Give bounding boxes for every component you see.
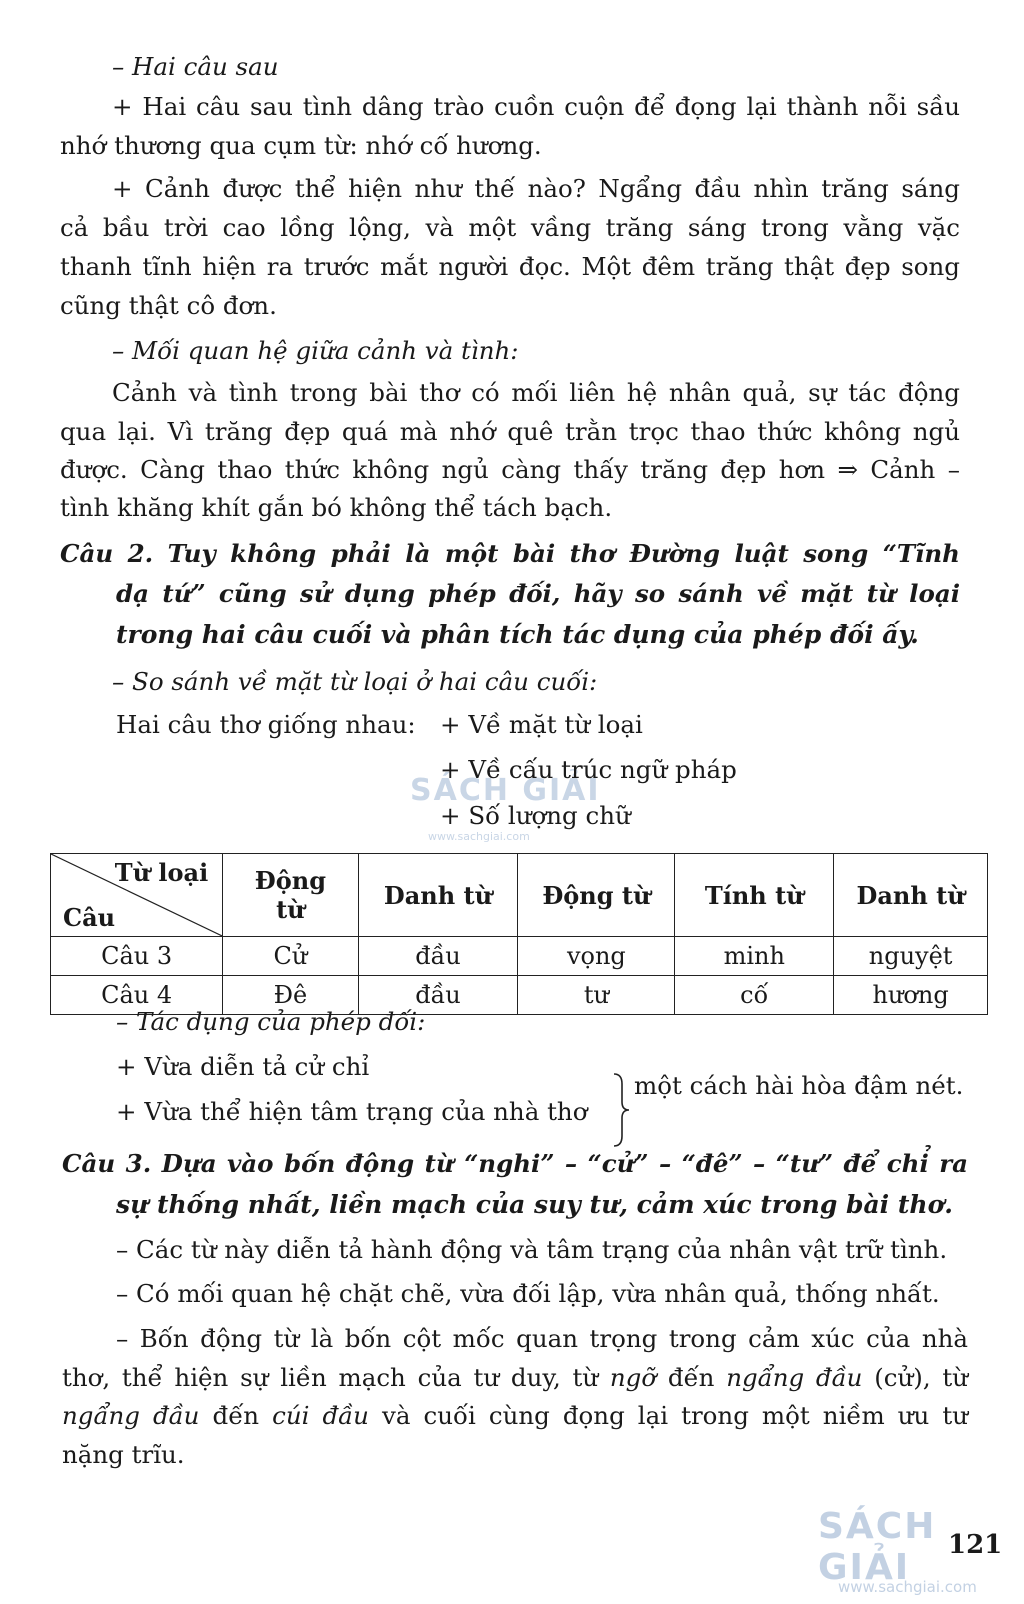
effect-heading: – Tác dụng của phép đối: [116, 1007, 426, 1036]
text-line: cũng thật cô đơn. [60, 291, 277, 320]
similar-item: + Về mặt từ loại [440, 710, 643, 739]
table-cell: cố [675, 976, 834, 1015]
q3-answer-line [62, 1401, 968, 1430]
table-header-cell [223, 854, 358, 937]
table-header-cell: Động từ [518, 854, 675, 937]
question-3-line: sự thống nhất, liền mạch của suy tư, cảm xúc trong bài thơ. [116, 1190, 953, 1219]
table-corner-cell [51, 854, 223, 937]
table-cell: Câu 3 [51, 937, 223, 976]
effect-item: + Vừa thể hiện tâm trạng của nhà thơ [116, 1097, 588, 1126]
text-run: và cuối cùng đọng lại trong một niềm ưu tư [368, 1401, 968, 1430]
q3-answer-line [62, 1363, 969, 1392]
page-number: 121 [948, 1530, 1003, 1560]
table-header-cell: Tính từ [675, 854, 834, 937]
table-cell: Câu 4 [51, 976, 223, 1015]
table-row [51, 937, 988, 976]
q3-answer-line: – Có mối quan hệ chặt chẽ, vừa đối lập, vừa nhân quả, thống nhất. [116, 1279, 940, 1308]
q3-answer-line: – Bốn động từ là bốn cột mốc quan trọng trong cảm xúc của nhà [116, 1324, 968, 1353]
section-heading-relation: – Mối quan hệ giữa cảnh và tình: [112, 336, 519, 365]
text-run: đến [199, 1401, 273, 1430]
text-run-italic: ngẩng đầu [62, 1401, 200, 1430]
text-line: + Hai câu sau tình dâng trào cuồn cuộn để đọng lại thành nỗi sầu [112, 92, 960, 121]
text-run-italic: ngẩng đầu [726, 1363, 863, 1392]
watermark-url-footer: www.sachgiai.com [838, 1578, 977, 1596]
right-brace-icon [612, 1072, 630, 1148]
text-line: Cảnh và tình trong bài thơ có mối liên hệ nhân quả, sự tác động [112, 378, 960, 407]
text-line: nhớ thương qua cụm từ: nhớ cố hương. [60, 131, 542, 160]
watermark-logo: SÁCH GIẢI [410, 773, 601, 808]
question-2-line: Câu 2. Tuy không phải là một bài thơ Đường luật song “Tĩnh [60, 539, 960, 568]
similar-lead: Hai câu thơ giống nhau: [116, 710, 416, 739]
q3-answer-line: nặng trĩu. [62, 1440, 185, 1469]
text-run: thơ, thể hiện sự liền mạch của tư duy, từ [62, 1363, 610, 1392]
table-cell: đầu [358, 976, 518, 1015]
table-header-row [51, 854, 988, 937]
table-header-cell: Danh từ [358, 854, 518, 937]
text-run: (cử), từ [862, 1363, 969, 1392]
compare-heading: – So sánh về mặt từ loại ở hai câu cuối: [112, 667, 598, 696]
q3-answer-line: – Các từ này diễn tả hành động và tâm trạng của nhân vật trữ tình. [116, 1235, 948, 1264]
text-line: qua lại. Vì trăng đẹp quá mà nhớ quê trằn trọc thao thức không ngủ [60, 417, 960, 446]
text-line: thanh tĩnh hiện ra trước mắt người đọc. Một đêm trăng thật đẹp song [60, 252, 960, 281]
similar-item: + Số lượng chữ [440, 801, 631, 830]
corner-label-sentence: Câu [63, 903, 116, 932]
text-line: tình khăng khít gắn bó không thể tách bạch. [60, 493, 613, 522]
header-line: Động [254, 866, 326, 895]
table-header-cell: Danh từ [834, 854, 988, 937]
similar-item: + Về cấu trúc ngữ pháp [440, 755, 737, 784]
header-line: từ [276, 895, 305, 924]
effect-item: + Vừa diễn tả cử chỉ [116, 1052, 370, 1081]
text-line: + Cảnh được thể hiện như thế nào? Ngẩng đầu nhìn trăng sáng [112, 174, 960, 203]
watermark-logo-footer: SÁCH GIẢI [818, 1506, 937, 1588]
question-2-line: trong hai câu cuối và phân tích tác dụng của phép đối ấy. [116, 620, 919, 649]
text-run-italic: cúi đầu [272, 1401, 369, 1430]
table-cell: vọng [518, 937, 675, 976]
table-cell: nguyệt [834, 937, 988, 976]
table-cell: tư [518, 976, 675, 1015]
table-cell: Cử [223, 937, 358, 976]
question-3-line: Câu 3. Dựa vào bốn động từ “nghi” – “cử” – “đê” – “tư” để chỉ ra [62, 1149, 968, 1178]
table-cell: Đê [223, 976, 358, 1015]
watermark-url: www.sachgiai.com [428, 830, 530, 843]
text-line: được. Càng thao thức không ngủ càng thấy trăng đẹp hơn ⇒ Cảnh – [60, 455, 960, 484]
text-run-italic: ngỡ [609, 1363, 657, 1392]
text-run: đến [656, 1363, 727, 1392]
question-2-line: dạ tứ” cũng sử dụng phép đối, hãy so sánh về mặt từ loại [116, 579, 960, 608]
table-cell: đầu [358, 937, 518, 976]
corner-label-word-class: Từ loại [114, 858, 209, 887]
section-heading-two-lines: – Hai câu sau [112, 52, 279, 81]
table-cell: hương [834, 976, 988, 1015]
text-line: cả bầu trời cao lồng lộng, và một vầng trăng sáng trong vằng vặc [60, 213, 960, 242]
effect-result: một cách hài hòa đậm nét. [634, 1071, 964, 1100]
table-cell: minh [675, 937, 834, 976]
word-class-table [50, 853, 988, 1015]
